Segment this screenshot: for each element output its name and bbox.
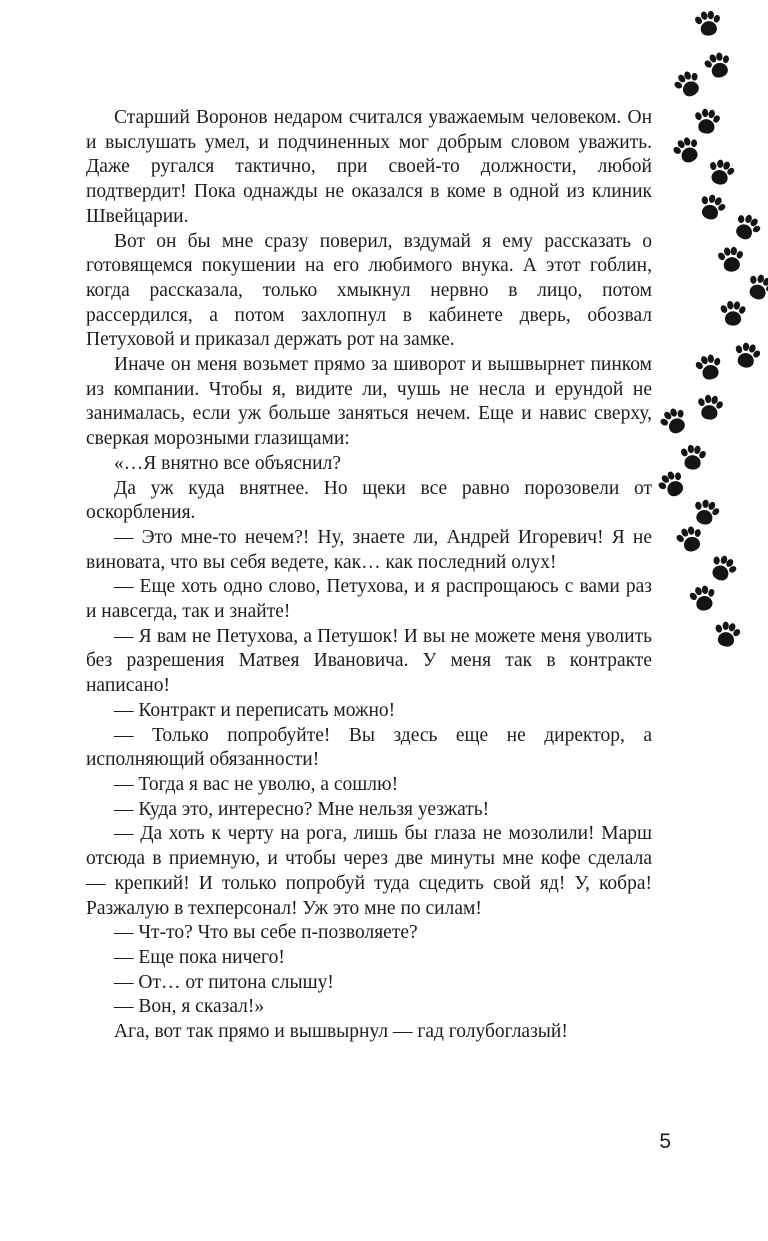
- paw-print-icon: [703, 547, 744, 589]
- paw-print-icon: [699, 45, 737, 85]
- paw-print-icon: [726, 206, 768, 249]
- paw-print-icon: [729, 336, 765, 374]
- paragraph: — Еще пока ничего!: [114, 946, 285, 968]
- paragraph: Вот он бы мне сразу поверил, вздумай я ему рассказать о готовящемся покушении на его любимого внука. А этот гоблин, когда рассказала, только хмыкнул нервно в лицо, потом рассердился, а потом захлопнул в кабинете дверь, обозвал Петуховой и приказал держать рот на замке.: [86, 230, 652, 351]
- paragraph: Старший Воронов недаром считался уважаемым человеком. Он и выслушать умел, и подчиненных мог добрым словом уважить. Даже ругался тактично, при своей-то должности, любой подтвердит! Пока однажды не оказался в коме в одной из клиник Швейцарии.: [86, 107, 652, 227]
- paragraph: — Это мне-то нечем?! Ну, знаете ли, Андрей Игоревич! Я не виновата, что вы себя ведете, как… как последний олух!: [86, 526, 652, 573]
- paw-print-icon: [670, 519, 709, 559]
- paw-print-icon: [740, 266, 768, 307]
- paw-print-icon: [690, 348, 727, 387]
- paw-print-icon: [714, 241, 748, 277]
- paw-print-icon: [651, 462, 694, 505]
- paw-print-icon: [653, 400, 695, 443]
- paragraph: — Да хоть к черту на рога, лишь бы глаза не мозолили! Марш отсюда в приемную, и чтобы через две минуты мне кофе сделала — крепкий! И только попробуй туда сцедить свой яд! У, кобра! Разжалую в техперсонал! Уж это мне по силам!: [86, 823, 652, 919]
- paw-print-icon: [690, 104, 723, 139]
- paragraph: — Вон, я сказал!»: [114, 996, 265, 1018]
- paw-print-icon: [691, 5, 725, 41]
- paw-print-icon: [709, 616, 744, 653]
- paw-print-icon: [703, 153, 740, 191]
- paw-print-icon: [687, 492, 725, 531]
- paragraph: Ага, вот так прямо и вышвырнул — гад голубоглазый!: [114, 1021, 568, 1043]
- paragraph: — Куда это, интересно? Мне нельзя уезжать!: [114, 798, 490, 820]
- paragraph: — Я вам не Петухова, а Петушок! И вы не можете меня уволить без разрешения Матвея Ивановича. У меня так в контракте написано!: [86, 625, 652, 697]
- paragraph: — Только попробуйте! Вы здесь еще не директор, а исполняющий обязанности!: [86, 724, 652, 771]
- page-number: 5: [659, 1130, 671, 1153]
- paw-print-icon: [685, 579, 722, 617]
- paw-print-icon: [693, 390, 726, 425]
- paw-print-icon: [667, 129, 708, 171]
- paragraph: Иначе он меня возьмет прямо за шиворот и вышвырнет пинком из компании. Чтобы я, видите ли, чушь не несла и ерундой не занималась, если уж больше заняться нечем. Еще и навис сверху, сверкая морозными глазищами:: [86, 354, 652, 450]
- page-text: [86, 106, 652, 1045]
- paragraph: — Контракт и переписать можно!: [114, 699, 396, 721]
- paw-print-icon: [667, 63, 709, 106]
- paragraph: — От… от питона слышу!: [114, 971, 334, 993]
- paragraph: — Еще хоть одно слово, Петухова, и я распрощаюсь с вами раз и навсегда, так и знайте!: [86, 576, 652, 623]
- paw-print-icon: [692, 187, 731, 227]
- paragraph: — Чт-то? Что вы себе п-позволяете?: [114, 922, 418, 944]
- paw-print-icon: [718, 297, 748, 329]
- paragraph: Да уж куда внятнее. Но щеки все равно порозовели от оскорбления.: [86, 477, 652, 524]
- paragraph: «…Я внятно все объяснил?: [114, 452, 341, 474]
- paw-print-icon: [677, 440, 709, 474]
- paragraph: — Тогда я вас не уволю, а сошлю!: [114, 773, 399, 795]
